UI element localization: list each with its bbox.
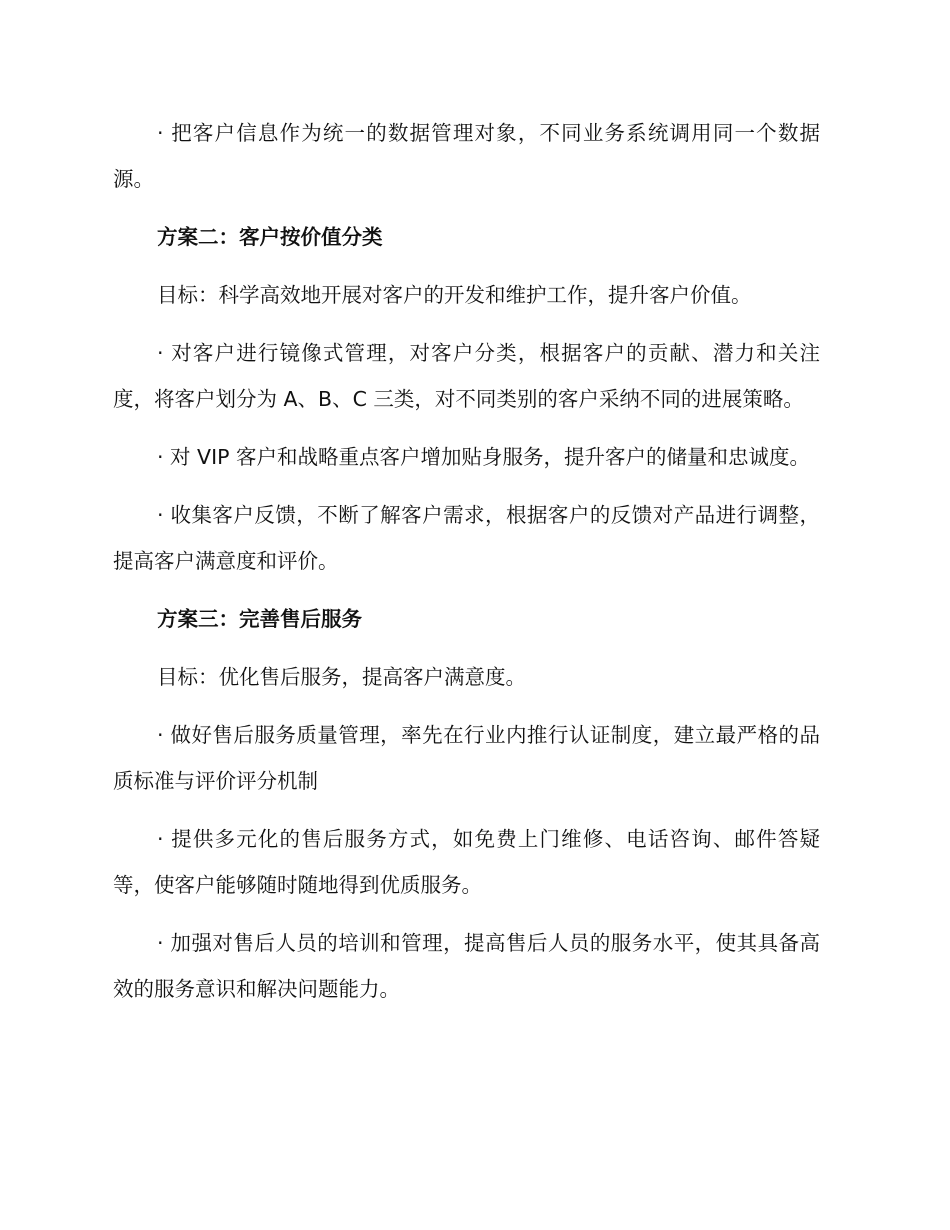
bullet-vip-service: · 对 VIP 客户和战略重点客户增加贴身服务，提升客户的储量和忠诚度。 bbox=[157, 445, 810, 469]
section-heading-plan-three: 方案三：完善售后服务 bbox=[157, 607, 362, 631]
bullet-customer-feedback: · 收集客户反馈，不断了解客户需求，根据客户的反馈对产品进行调整，提高客户满意度和评价。 bbox=[113, 503, 820, 573]
bullet-staff-training: · 加强对售后人员的培训和管理，提高售后人员的服务水平，使其具备高效的服务意识和解决问题能力。 bbox=[113, 931, 820, 1001]
goal-plan-two: 目标：科学高效地开展对客户的开发和维护工作，提升客户价值。 bbox=[157, 283, 752, 307]
bullet-customer-classification: · 对客户进行镜像式管理，对客户分类，根据客户的贡献、潜力和关注度，将客户划分为 A、B、C 三类，对不同类别的客户采纳不同的进展策略。 bbox=[113, 341, 820, 411]
bullet-quality-management: · 做好售后服务质量管理，率先在行业内推行认证制度，建立最严格的品质标准与评价评分机制 bbox=[113, 723, 820, 793]
bullet-diverse-service: · 提供多元化的售后服务方式，如免费上门维修、电话咨询、邮件答疑等，使客户能够随时随地得到优质服务。 bbox=[113, 827, 820, 897]
goal-plan-three: 目标：优化售后服务，提高客户满意度。 bbox=[157, 665, 526, 689]
section-heading-plan-two: 方案二：客户按价值分类 bbox=[157, 225, 383, 249]
bullet-unified-data-source: · 把客户信息作为统一的数据管理对象，不同业务系统调用同一个数据源。 bbox=[113, 121, 820, 191]
